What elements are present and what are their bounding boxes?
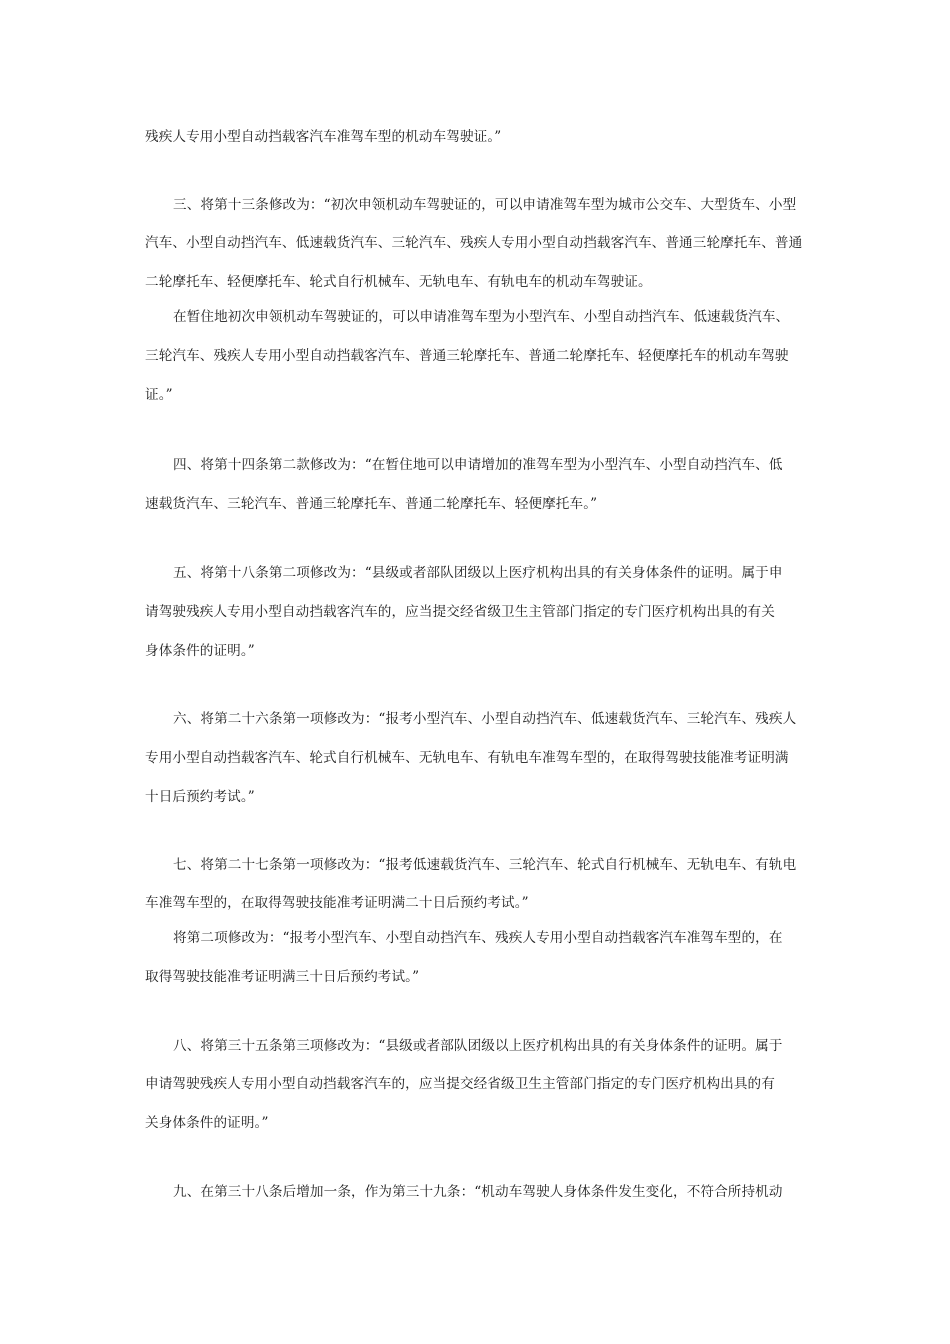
paragraph-line: 残疾人专用小型自动挡载客汽车准驾车型的机动车驾驶证。”	[145, 129, 502, 145]
paragraph-line: 三、将第十三条修改为：“初次申领机动车驾驶证的，可以申请准驾车型为城市公交车、大型货车、小型	[173, 197, 797, 213]
paragraph-line: 三轮汽车、残疾人专用小型自动挡载客汽车、普通三轮摩托车、普通二轮摩托车、轻便摩托车的机动车驾驶	[145, 348, 789, 364]
paragraph-line: 身体条件的证明。”	[145, 643, 255, 659]
paragraph-line: 关身体条件的证明。”	[145, 1115, 269, 1131]
paragraph-line: 在暂住地初次申领机动车驾驶证的，可以申请准驾车型为小型汽车、小型自动挡汽车、低速载货汽车、	[173, 309, 790, 325]
paragraph-line: 二轮摩托车、轻便摩托车、轮式自行机械车、无轨电车、有轨电车的机动车驾驶证。	[145, 274, 652, 290]
paragraph-line: 证。”	[145, 387, 173, 403]
paragraph-line: 将第二项修改为：“报考小型汽车、小型自动挡汽车、残疾人专用小型自动挡载客汽车准驾车型的，在	[173, 930, 783, 946]
paragraph-line: 速载货汽车、三轮汽车、普通三轮摩托车、普通二轮摩托车、轻便摩托车。”	[145, 496, 598, 512]
paragraph-line: 取得驾驶技能准考证明满三十日后预约考试。”	[145, 969, 420, 985]
paragraph-line: 专用小型自动挡载客汽车、轮式自行机械车、无轨电车、有轨电车准驾车型的，在取得驾驶技能准考证明满	[145, 750, 789, 766]
paragraph-line: 四、将第十四条第二款修改为：“在暂住地可以申请增加的准驾车型为小型汽车、小型自动挡汽车、低	[173, 457, 783, 473]
paragraph-line: 汽车、小型自动挡汽车、低速载货汽车、三轮汽车、残疾人专用小型自动挡载客汽车、普通三轮摩托车、普通	[145, 235, 803, 251]
paragraph-line: 九、在第三十八条后增加一条，作为第三十九条：“机动车驾驶人身体条件发生变化，不符合所持机动	[173, 1184, 783, 1200]
paragraph-line: 请驾驶残疾人专用小型自动挡载客汽车的，应当提交经省级卫生主管部门指定的专门医疗机构出具的有关	[145, 604, 775, 620]
paragraph-line: 申请驾驶残疾人专用小型自动挡载客汽车的，应当提交经省级卫生主管部门指定的专门医疗机构出具的有	[145, 1076, 775, 1092]
paragraph-line: 六、将第二十六条第一项修改为：“报考小型汽车、小型自动挡汽车、低速载货汽车、三轮汽车、残疾人	[173, 711, 797, 727]
paragraph-line: 五、将第十八条第二项修改为：“县级或者部队团级以上医疗机构出具的有关身体条件的证明。属于申	[173, 565, 783, 581]
paragraph-line: 车准驾车型的，在取得驾驶技能准考证明满二十日后预约考试。”	[145, 895, 529, 911]
paragraph-line: 十日后预约考试。”	[145, 789, 255, 805]
paragraph-line: 八、将第三十五条第三项修改为：“县级或者部队团级以上医疗机构出具的有关身体条件的证明。属于	[173, 1038, 783, 1054]
paragraph-line: 七、将第二十七条第一项修改为：“报考低速载货汽车、三轮汽车、轮式自行机械车、无轨电车、有轨电	[173, 857, 797, 873]
